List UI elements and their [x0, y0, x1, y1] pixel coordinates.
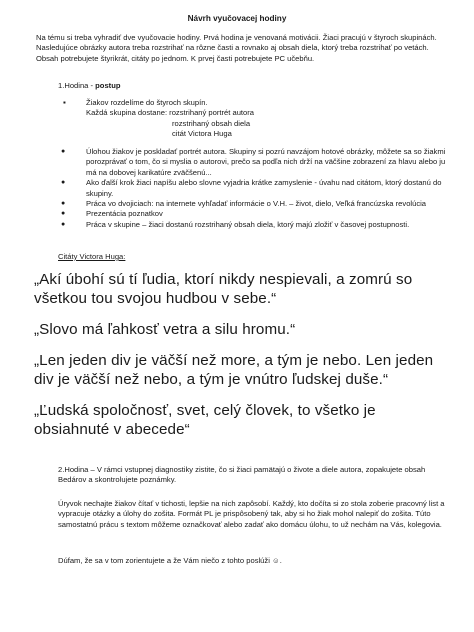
list-item-text: Úlohou žiakov je poskladať portrét autora. Skupiny si pozrú navzájom hotové obrázky, môžete sa so žiakmi porozprávať o tom, čo si myslia o autorovi, prečo sa podľa nich drží na väčšine zobrazení za hlavu alebo ju má na dobovej karikatúre zväčšenú...	[86, 147, 446, 177]
list-item	[58, 199, 448, 209]
lesson1-bullet-list	[58, 147, 448, 230]
lesson1-heading-prefix: 1.Hodina -	[58, 81, 94, 90]
lesson1-group-list	[58, 98, 448, 140]
bullet-dot-icon: ●	[61, 220, 66, 228]
list-item	[58, 209, 448, 219]
quote: „Len jeden div je väčší než more, a tým je nebo. Len jeden div je väčší než nebo, a tým je vnútro ľudskej duše.“	[34, 352, 434, 388]
lesson1-heading-bold: postup	[95, 81, 121, 90]
list-item	[58, 147, 448, 178]
bullet-dot-icon: ●	[61, 200, 66, 208]
list-item	[58, 220, 448, 230]
list-item-text: Práca vo dvojiciach: na internete vyhľadať informácie o V.H. – život, dielo, Veľká francúzska revolúcia	[86, 199, 427, 209]
square-bullet-icon: ▪	[63, 98, 66, 107]
lesson2-instructions: Úryvok nechajte žiakov čítať v tichosti, lepšie na nich zapôsobí. Každý, kto dočíta si zo stola zoberie pracovný list a vypracuje otázky a úlohy do zošita. Formát PL je prispôsobený tak, aby si ho žiak mohol nalepiť do zošita. Túto samostatnú prácu s textom môžeme označkovať alebo zadať ako domácu úlohu, to už nechám na Vás, kolegovia.	[58, 499, 445, 529]
group-line: Každá skupina dostane: rozstrihaný portrét autora	[86, 108, 255, 118]
bullet-dot-icon: ●	[61, 210, 66, 218]
bullet-dot-icon: ●	[61, 148, 66, 155]
group-item: rozstrihaný obsah diela	[172, 118, 251, 128]
list-item-text: Práca v skupine – žiaci dostanú rozstrihaný obsah diela, ktorý majú zložiť v časovej postupnosti.	[86, 219, 410, 229]
bullet-dot-icon: ●	[61, 179, 66, 187]
quotes-heading: Citáty Victora Huga:	[58, 252, 126, 261]
quote: „Akí úbohí sú tí ľudia, ktorí nikdy nespievali, a zomrú so všetkou tou svojou hudbou v sebe.“	[34, 271, 413, 307]
group-item: citát Victora Huga	[172, 129, 232, 139]
quote: „Slovo má ľahkosť vetra a silu hromu.“	[34, 321, 296, 338]
quote: „Ľudská spoločnosť, svet, celý človek, to všetko je obsiahnuté v abecede“	[34, 402, 376, 438]
list-item	[58, 178, 448, 199]
list-item	[58, 98, 448, 108]
closing-paragraph: Dúfam, že sa v tom zorientujete a že Vám niečo z tohto poslúži ☺.	[58, 556, 282, 565]
lesson2-paragraph: 2.Hodina – V rámci vstupnej diagnostiky zistite, čo si žiaci pamätajú o živote a diele autora, zopakujete obsah Bedárov a skontrolujete poznámky.	[58, 465, 426, 485]
list-item-text: Prezentácia poznatkov	[86, 209, 163, 219]
document-title: Návrh vyučovacej hodiny	[187, 14, 287, 23]
intro-paragraph: Na tému si treba vyhradiť dve vyučovacie hodiny. Prvá hodina je venovaná motivácii. Žiaci pracujú v štyroch skupinách. Nasledujúce obrázky autora treba rozstrihať na rôzne časti a rovnako aj obsah diela, ktorý treba rozstrihať po vetách. Obsah potrebujete štyrikrát, citáty po jednom. K prvej časti potrebujete PC učebňu.	[36, 33, 437, 63]
lesson1-heading	[58, 81, 120, 91]
quotes-block	[34, 270, 454, 451]
list-item-text: Žiakov rozdelíme do štyroch skupín.	[86, 98, 208, 107]
list-item-text: Ako ďalší krok žiaci napíšu alebo slovne vyjadria krátke zamyslenie - úvahu nad citátom, ktorý dostanú do skupiny.	[86, 178, 442, 198]
